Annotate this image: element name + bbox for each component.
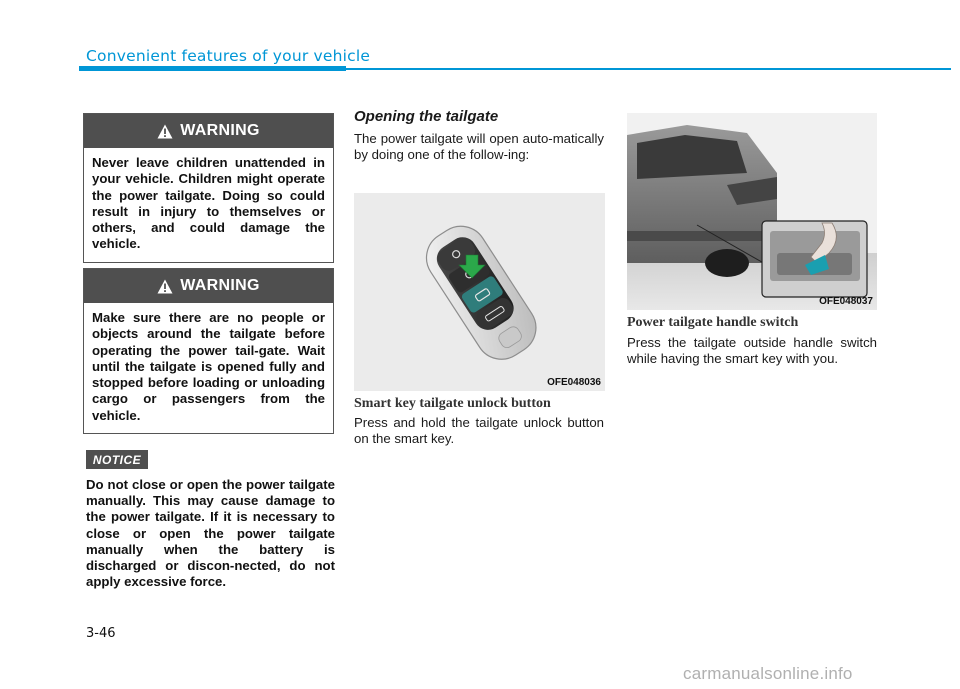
figure-caption-text: Press and hold the tailgate unlock button on the smart key. [354,415,604,447]
smart-key-illustration [354,193,605,391]
notice-text: Do not close or open the power tailgate manually. This may cause damage to the power tailgate. If it is necessary to close or open the power tailgate manually when the battery is discharged or discon-nected, do not apply excessive force. [86,477,335,590]
warning-label: WARNING [180,122,260,139]
section-header-title: Convenient features of your vehicle [86,47,371,65]
watermark-text: carmanualsonline.info [683,664,853,683]
figure-code: OFE048037 [819,296,873,307]
figure-caption-title: Power tailgate handle switch [627,315,799,330]
notice-badge: NOTICE [86,450,148,469]
smart-key-figure [354,193,605,391]
section-title: Opening the tailgate [354,108,499,125]
tailgate-figure [627,113,877,310]
figure-code: OFE048036 [547,377,601,388]
section-intro: The power tailgate will open auto-matically by doing one of the follow-ing: [354,131,604,163]
figure-caption-title: Smart key tailgate unlock button [354,396,551,411]
tailgate-photo [627,113,877,310]
page-number: 3-46 [86,626,116,641]
warning-triangle-icon [157,124,173,139]
warning-box-surroundings [83,268,334,434]
warning-box-children [83,113,334,263]
header-rule-thin [346,68,951,70]
warning-text: Make sure there are no people or objects around the tailgate before operating the power tail-gate. Wait until the tailgate is opened fully and stopped before loading or unloading cargo or passengers from the vehicle. [92,310,325,423]
warning-text: Never leave children unattended in your vehicle. Children might operate the power tailgate. Doing so could result in injury to themselves or others, and could damage the vehicle. [92,155,325,252]
warning-label: WARNING [180,277,260,294]
header-rule-thick [79,66,346,71]
warning-triangle-icon [157,279,173,294]
warning-header [84,269,333,303]
warning-header [84,114,333,148]
figure-caption-text: Press the tailgate outside handle switch while having the smart key with you. [627,335,877,367]
